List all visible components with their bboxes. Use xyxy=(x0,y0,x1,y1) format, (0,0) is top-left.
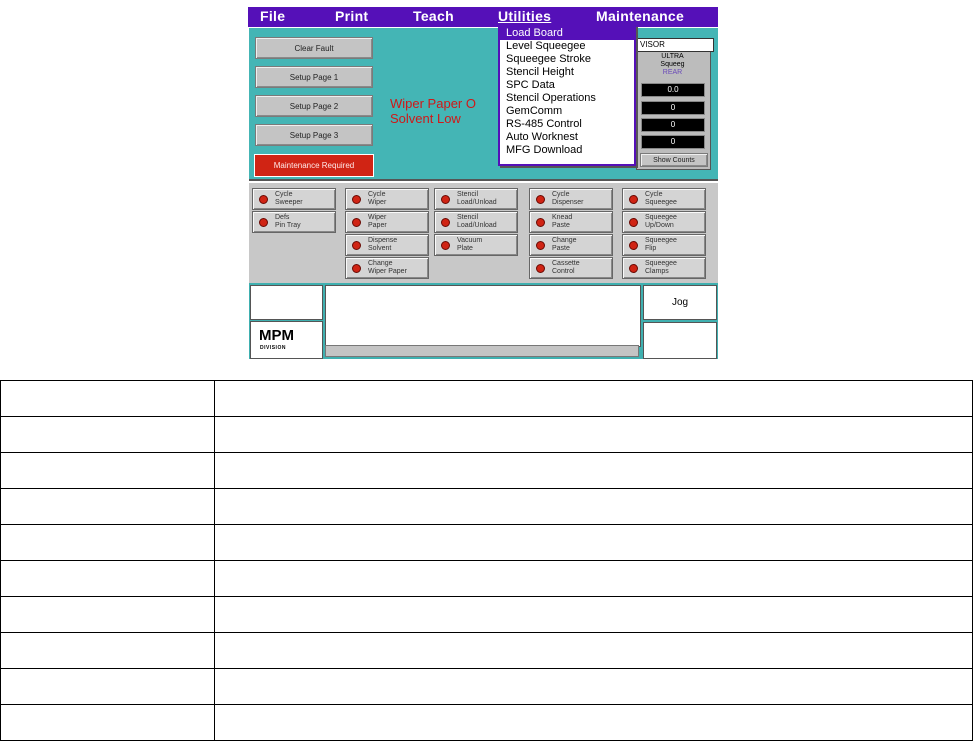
table-cell xyxy=(215,633,973,669)
button-label: Defs Pin Tray xyxy=(275,214,301,229)
dispense-solvent-button[interactable] xyxy=(345,234,429,256)
button-label: Change Paste xyxy=(552,237,577,252)
table-row xyxy=(1,669,973,705)
table-cell xyxy=(1,525,215,561)
status-panel-title: VISOR xyxy=(636,38,714,52)
table-cell xyxy=(215,669,973,705)
menu-bar xyxy=(248,7,718,27)
show-counts-button[interactable]: Show Counts xyxy=(640,153,708,167)
knead-paste-button[interactable] xyxy=(529,211,613,233)
change-wiper-paper-button[interactable] xyxy=(345,257,429,279)
menu-file[interactable]: File xyxy=(260,8,286,24)
menu-item-squeegee-stroke[interactable]: Squeegee Stroke xyxy=(506,53,592,65)
table-cell xyxy=(1,705,215,741)
message-area xyxy=(325,285,641,347)
stencil-load-unload-button-2[interactable] xyxy=(434,211,518,233)
menu-utilities[interactable]: Utilities xyxy=(498,8,552,24)
led-indicator xyxy=(536,264,545,273)
status-value-1: 0.0 xyxy=(641,83,705,97)
cassette-control-button[interactable] xyxy=(529,257,613,279)
status-line-3: REAR xyxy=(662,69,683,76)
logo-text: MPM xyxy=(259,327,294,344)
table-cell xyxy=(1,597,215,633)
led-indicator xyxy=(629,264,638,273)
menu-item-auto-worknest[interactable]: Auto Worknest xyxy=(506,131,578,143)
button-label: Squeegee Flip xyxy=(645,237,677,252)
menu-print[interactable]: Print xyxy=(335,8,369,24)
vacuum-plate-button[interactable] xyxy=(434,234,518,256)
menu-teach[interactable]: Teach xyxy=(413,8,454,24)
table-row xyxy=(1,381,973,417)
legend-table xyxy=(0,380,973,741)
button-label: Squeegee Clamps xyxy=(645,260,677,275)
table-cell xyxy=(1,453,215,489)
table-cell xyxy=(215,417,973,453)
cycle-dispenser-button[interactable] xyxy=(529,188,613,210)
led-indicator xyxy=(441,195,450,204)
setup-page-3-button[interactable]: Setup Page 3 xyxy=(255,124,373,146)
led-indicator xyxy=(259,195,268,204)
status-value-4: 0 xyxy=(641,135,705,149)
button-label: Squeegee Up/Down xyxy=(645,214,677,229)
led-indicator xyxy=(352,241,361,250)
menu-item-stencil-operations[interactable]: Stencil Operations xyxy=(506,92,596,104)
jog-button[interactable]: Jog xyxy=(643,285,717,320)
cycle-sweeper-button[interactable] xyxy=(252,188,336,210)
clear-fault-button[interactable]: Clear Fault xyxy=(255,37,373,59)
alarm-line-2: Solvent Low xyxy=(390,111,461,126)
button-label: Cassette Control xyxy=(552,260,580,275)
maintenance-required-button[interactable]: Maintenance Required xyxy=(254,154,374,177)
menu-item-mfg-download[interactable]: MFG Download xyxy=(506,144,583,156)
led-indicator xyxy=(536,195,545,204)
led-indicator xyxy=(536,241,545,250)
table-cell xyxy=(215,525,973,561)
led-indicator xyxy=(352,264,361,273)
led-indicator xyxy=(259,218,268,227)
table-row xyxy=(1,705,973,741)
menu-item-spc-data[interactable]: SPC Data xyxy=(506,79,555,91)
button-label: Stencil Load/Unload xyxy=(457,214,497,229)
utilities-dropdown xyxy=(498,25,636,166)
squeegee-up-down-button[interactable] xyxy=(622,211,706,233)
menu-item-load-board[interactable]: Load Board xyxy=(500,27,634,40)
led-indicator xyxy=(536,218,545,227)
pin-tray-button[interactable] xyxy=(252,211,336,233)
table-cell xyxy=(215,453,973,489)
led-indicator xyxy=(441,218,450,227)
stencil-load-unload-button-1[interactable] xyxy=(434,188,518,210)
button-label: Change Wiper Paper xyxy=(368,260,407,275)
led-indicator xyxy=(352,195,361,204)
table-cell xyxy=(1,489,215,525)
status-value-2: 0 xyxy=(641,101,705,115)
button-label: Cycle Squeegee xyxy=(645,191,677,206)
table-row xyxy=(1,489,973,525)
led-indicator xyxy=(629,218,638,227)
menu-item-level-squeegee[interactable]: Level Squeegee xyxy=(506,40,586,52)
button-label: Vacuum Plate xyxy=(457,237,483,252)
button-label: Knead Paste xyxy=(552,214,573,229)
button-label: Dispense Solvent xyxy=(368,237,398,252)
setup-page-2-button[interactable]: Setup Page 2 xyxy=(255,95,373,117)
status-line-2: Squeeg xyxy=(660,61,685,68)
table-cell xyxy=(215,561,973,597)
table-cell xyxy=(215,381,973,417)
button-label: Cycle Sweeper xyxy=(275,191,303,206)
table-row xyxy=(1,453,973,489)
cycle-squeegee-button[interactable] xyxy=(622,188,706,210)
button-label: Wiper Paper xyxy=(368,214,387,229)
menu-item-gemcomm[interactable]: GemComm xyxy=(506,105,563,117)
squeegee-flip-button[interactable] xyxy=(622,234,706,256)
setup-page-1-button[interactable]: Setup Page 1 xyxy=(255,66,373,88)
table-cell xyxy=(1,417,215,453)
table-cell xyxy=(215,705,973,741)
table-cell xyxy=(215,597,973,633)
table-cell xyxy=(1,561,215,597)
led-indicator xyxy=(352,218,361,227)
menu-item-stencil-height[interactable]: Stencil Height xyxy=(506,66,574,78)
table-row xyxy=(1,597,973,633)
button-label: Cycle Dispenser xyxy=(552,191,584,206)
table-cell xyxy=(215,489,973,525)
table-cell xyxy=(1,381,215,417)
table-cell xyxy=(1,633,215,669)
blank-button[interactable] xyxy=(643,322,717,359)
table-row xyxy=(1,561,973,597)
table-cell xyxy=(1,669,215,705)
cycle-wiper-button[interactable] xyxy=(345,188,429,210)
mpm-logo xyxy=(250,321,323,359)
alarm-line-1: Wiper Paper O xyxy=(390,96,476,111)
horizontal-scrollbar[interactable] xyxy=(325,345,639,357)
logo-subtext: DIVISION xyxy=(260,345,286,351)
wiper-paper-button[interactable] xyxy=(345,211,429,233)
status-line-1: ULTRA xyxy=(661,53,684,60)
menu-maintenance[interactable]: Maintenance xyxy=(596,8,685,24)
menu-item-rs485-control[interactable]: RS-485 Control xyxy=(506,118,582,130)
led-indicator xyxy=(629,241,638,250)
blank-status-box xyxy=(250,285,323,320)
button-label: Cycle Wiper xyxy=(368,191,387,206)
button-label: Stencil Load/Unload xyxy=(457,191,497,206)
squeegee-clamps-button[interactable] xyxy=(622,257,706,279)
table-row xyxy=(1,525,973,561)
table-row xyxy=(1,417,973,453)
alarm-message xyxy=(390,96,476,126)
table-row xyxy=(1,633,973,669)
status-value-3: 0 xyxy=(641,118,705,132)
led-indicator xyxy=(629,195,638,204)
change-paste-button[interactable] xyxy=(529,234,613,256)
led-indicator xyxy=(441,241,450,250)
